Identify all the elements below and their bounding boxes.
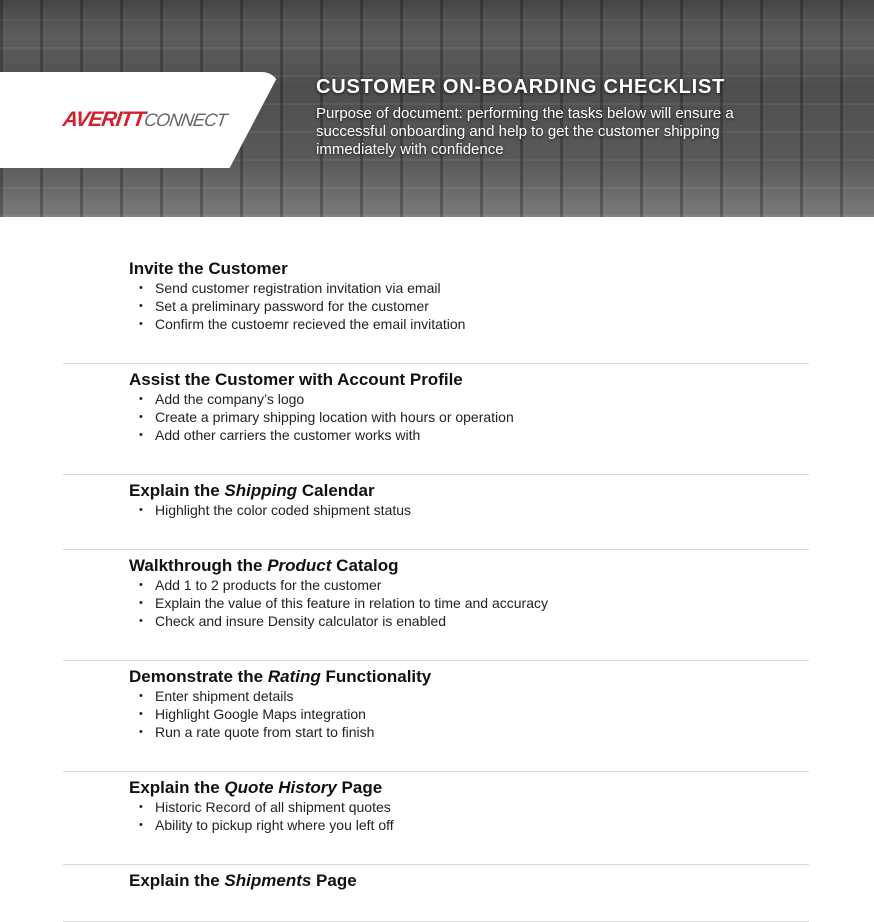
- task-item: • Add 1 to 2 products for the customer: [129, 576, 809, 594]
- heading-text: Demonstrate the: [129, 667, 268, 686]
- checklist-section: [63, 661, 809, 772]
- purpose-text: Purpose of document: performing the tasks below will ensure a successful onboarding and help to get the customer shipping immediately with confidence: [316, 105, 734, 158]
- task-list: [129, 687, 809, 741]
- heading-emphasis: Quote History: [224, 778, 337, 797]
- task-item: • Add the company’s logo: [129, 390, 809, 408]
- heading-text: Explain the: [129, 778, 225, 797]
- heading-text: Invite the Customer: [129, 259, 288, 278]
- task-item: • Highlight the color coded shipment status: [129, 501, 809, 519]
- section-heading: [129, 556, 809, 576]
- task-item: • Send customer registration invitation via email: [129, 279, 809, 297]
- logo-primary: AVERITT: [61, 108, 146, 131]
- section-heading: [129, 259, 809, 279]
- header-banner: [0, 0, 874, 217]
- checklist-section: [63, 259, 809, 364]
- checklist: [0, 217, 874, 922]
- task-list: [129, 279, 809, 333]
- checklist-section: [63, 550, 809, 661]
- task-list: [129, 390, 809, 444]
- section-heading: [129, 667, 809, 687]
- logo-secondary: CONNECT: [142, 110, 228, 130]
- task-item: • Add other carriers the customer works with: [129, 426, 809, 444]
- task-item: • Confirm the custoemr recieved the email invitation: [129, 315, 809, 333]
- task-item: • Set a preliminary password for the customer: [129, 297, 809, 315]
- heading-text: Page: [336, 778, 383, 797]
- page-title: CUSTOMER ON-BOARDING CHECKLIST: [316, 76, 726, 98]
- heading-emphasis: Shipping: [224, 481, 298, 500]
- checklist-section: [63, 475, 809, 550]
- checklist-section: [63, 364, 809, 475]
- checklist-section: [63, 772, 809, 865]
- section-heading: [129, 370, 809, 390]
- heading-text: Catalog: [331, 556, 399, 575]
- heading-text: Explain the: [129, 871, 225, 890]
- section-heading: [129, 871, 809, 891]
- heading-text: Walkthrough the: [129, 556, 268, 575]
- heading-text: Assist the Customer with Account Profile: [129, 370, 463, 389]
- heading-emphasis: Product: [267, 556, 332, 575]
- task-list: [129, 798, 809, 834]
- task-item: • Create a primary shipping location with hours or operation: [129, 408, 809, 426]
- task-item: • Enter shipment details: [129, 687, 809, 705]
- heading-emphasis: Shipments: [224, 871, 312, 890]
- task-item: • Run a rate quote from start to finish: [129, 723, 809, 741]
- heading-text: Functionality: [320, 667, 432, 686]
- task-item: • Historic Record of all shipment quotes: [129, 798, 809, 816]
- task-item: • Highlight Google Maps integration: [129, 705, 809, 723]
- averitt-connect-logo: [61, 108, 228, 132]
- heading-text: Calendar: [297, 481, 375, 500]
- heading-text: Explain the: [129, 481, 225, 500]
- section-heading: [129, 481, 809, 501]
- section-heading: [129, 778, 809, 798]
- task-item: • Explain the value of this feature in relation to time and accuracy: [129, 594, 809, 612]
- heading-text: Page: [311, 871, 357, 890]
- task-item: • Ability to pickup right where you left off: [129, 816, 809, 834]
- task-list: [129, 576, 809, 630]
- task-item: • Check and insure Density calculator is enabled: [129, 612, 809, 630]
- heading-emphasis: Rating: [267, 667, 321, 686]
- task-list: [129, 501, 809, 519]
